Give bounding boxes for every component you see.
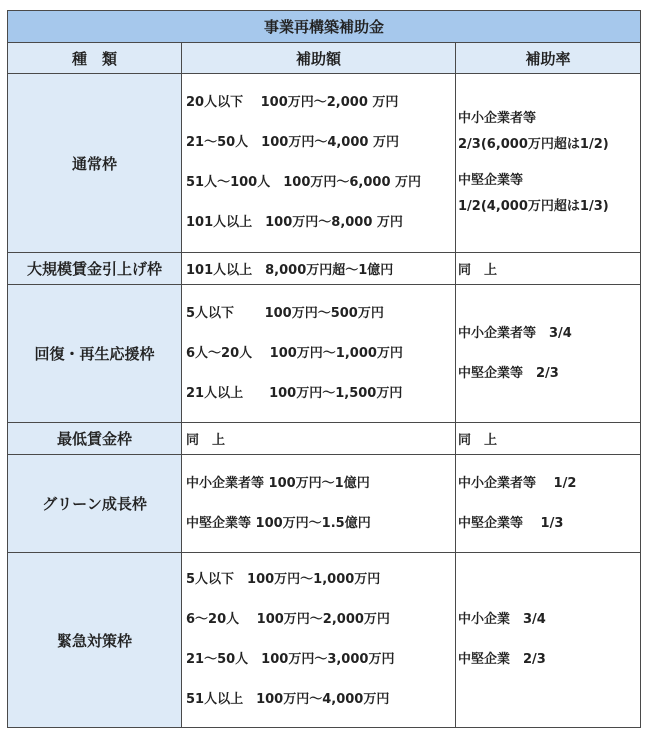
- rate-line: 2/3(6,000万円超は1/2): [458, 137, 609, 152]
- amount-line: 20人以下 100万円〜2,000 万円: [186, 95, 399, 110]
- table-row: [8, 74, 641, 253]
- category-cell: 大規模賃金引上げ枠: [8, 253, 182, 285]
- header-amount: 補助額: [182, 43, 456, 74]
- amount-line: 5人以下 100万円〜500万円: [186, 305, 384, 321]
- table-row: [8, 423, 641, 455]
- amount-line: 6人〜20人 100万円〜1,000万円: [186, 345, 403, 361]
- amount-line: 21〜50人 100万円〜4,000 万円: [186, 135, 399, 150]
- header-type: 種 類: [8, 43, 182, 74]
- amount-cell: [182, 455, 456, 553]
- amount-line: 中小企業者等 100万円〜1億円: [186, 475, 370, 491]
- rate-cell: [456, 423, 641, 455]
- rate-line: 中小企業者等 1/2: [458, 475, 577, 491]
- rate-line: 中堅企業 2/3: [458, 652, 546, 667]
- rate-cell: [456, 253, 641, 285]
- header-rate: 補助率: [456, 43, 641, 74]
- category-cell: 回復・再生応援枠: [8, 285, 182, 423]
- amount-cell: [182, 285, 456, 423]
- rate-line: 同 上: [458, 433, 498, 448]
- table-row: [8, 553, 641, 728]
- amount-line: 中堅企業等 100万円〜1.5億円: [186, 515, 371, 531]
- amount-line: 21人以上 100万円〜1,500万円: [186, 385, 403, 401]
- title-row: [8, 11, 641, 43]
- subsidy-table: [7, 10, 641, 728]
- category-cell: 最低賃金枠: [8, 423, 182, 455]
- rate-line: 中小企業 3/4: [458, 612, 546, 627]
- rate-line: 中小企業者等 3/4: [458, 325, 572, 341]
- rate-line: 中堅企業等 1/3: [458, 515, 564, 531]
- rate-cell: [456, 285, 641, 423]
- category-cell: グリーン成長枠: [8, 455, 182, 553]
- amount-line: 101人以上 8,000万円超〜1億円: [186, 263, 394, 278]
- amount-line: 21〜50人 100万円〜3,000万円: [186, 652, 395, 667]
- amount-cell: [182, 74, 456, 253]
- amount-line: 101人以上 100万円〜8,000 万円: [186, 215, 403, 230]
- amount-line: 6〜20人 100万円〜2,000万円: [186, 612, 390, 627]
- amount-line: 51人以上 100万円〜4,000万円: [186, 692, 390, 707]
- rate-cell: [456, 455, 641, 553]
- table-row: [8, 285, 641, 423]
- category-cell: 緊急対策枠: [8, 553, 182, 728]
- rate-line: 中堅企業等: [458, 173, 524, 188]
- amount-cell: [182, 423, 456, 455]
- rate-cell: [456, 553, 641, 728]
- amount-line: 同 上: [186, 433, 226, 448]
- rate-cell: [456, 74, 641, 253]
- amount-line: 51人〜100人 100万円〜6,000 万円: [186, 175, 422, 190]
- amount-line: 5人以下 100万円〜1,000万円: [186, 572, 381, 587]
- rate-line: 1/2(4,000万円超は1/3): [458, 199, 609, 214]
- rate-line: 中堅企業等 2/3: [458, 365, 559, 381]
- rate-line: 中小企業者等: [458, 111, 537, 126]
- rate-line: 同 上: [458, 263, 498, 278]
- category-cell: 通常枠: [8, 74, 182, 253]
- amount-cell: [182, 553, 456, 728]
- table-title: 事業再構築補助金: [8, 11, 641, 43]
- table-row: [8, 455, 641, 553]
- header-row: [8, 43, 641, 74]
- amount-cell: [182, 253, 456, 285]
- table-row: [8, 253, 641, 285]
